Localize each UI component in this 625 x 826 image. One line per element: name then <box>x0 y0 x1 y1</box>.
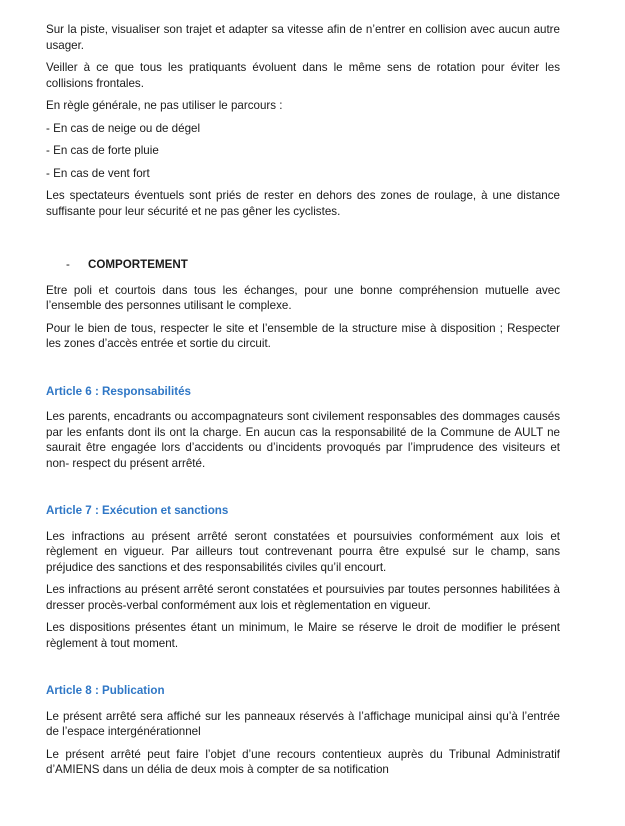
article-7-paragraph-2: Les infractions au présent arrêté seront constatées et poursuivies par toutes personnes habilitées à dresser procès-verbal conformément aux lois et règlementation en vigueur. <box>46 583 560 612</box>
article-8-heading: Article 8 : Publication <box>46 684 165 697</box>
article-8-paragraph-1: Le présent arrêté sera affiché sur les panneaux réservés à l’affichage municipal ainsi qu’à l’entrée de l’espace intergénérationnel <box>46 709 560 738</box>
intro-paragraph-2: Veiller à ce que tous les pratiquants évoluent dans le même sens de rotation pour éviter les collisions frontales. <box>46 61 560 90</box>
intro-paragraph-1: Sur la piste, visualiser son trajet et adapter sa vitesse afin de n’entrer en collision avec aucun autre usager. <box>46 23 560 52</box>
article-6-heading: Article 6 : Responsabilités <box>46 384 191 398</box>
intro-paragraph-3: En règle générale, ne pas utiliser le parcours : <box>46 99 283 112</box>
section-heading-comportement <box>46 257 560 273</box>
section-title: COMPORTEMENT <box>88 258 188 271</box>
article-8-paragraph-2: Le présent arrêté peut faire l’objet d’une recours contentieux auprès du Tribunal Administratif d’AMIENS dans un délia de deux mois à compter de sa notification <box>46 747 560 776</box>
document-page <box>46 22 560 778</box>
comportement-paragraph-1: Etre poli et courtois dans tous les échanges, pour une bonne compréhension mutuelle avec l’ensemble des personnes utilisant le complexe. <box>46 283 560 312</box>
article-7-heading: Article 7 : Exécution et sanctions <box>46 504 229 517</box>
comportement-paragraph-2: Pour le bien de tous, respecter le site et l’ensemble de la structure mise à disposition ; Respecter les zones d’accès entrée et sortie du circuit. <box>46 321 560 350</box>
list-item-pluie: - En cas de forte pluie <box>46 144 159 157</box>
section-dash: - <box>66 258 70 271</box>
article-6-paragraph-1: Les parents, encadrants ou accompagnateurs sont civilement responsables des dommages causés par les enfants dont ils ont la charge. En aucun cas la responsabilité de la Commune de AULT ne saurait être engagée lors d’accidents ou d’incidents provoqués par l’imprudence des visiteurs et non- respect du présent arrêté. <box>46 410 560 470</box>
article-7-paragraph-1: Les infractions au présent arrêté seront constatées et poursuivies conformément aux lois et règlement en vigueur. Par ailleurs tout contrevenant pourra être expulsé sur le champ, sans préjudice des sanctions et des responsabilités civiles qu’il encourt. <box>46 529 560 574</box>
article-7-paragraph-3: Les dispositions présentes étant un minimum, le Maire se réserve le droit de modifier le présent règlement à tout moment. <box>46 621 560 650</box>
list-item-neige: - En cas de neige ou de dégel <box>46 121 201 135</box>
intro-paragraph-spectateurs: Les spectateurs éventuels sont priés de rester en dehors des zones de roulage, à une distance suffisante pour leur sécurité et ne pas gêner les cyclistes. <box>46 189 560 218</box>
list-item-vent: - En cas de vent fort <box>46 166 150 180</box>
